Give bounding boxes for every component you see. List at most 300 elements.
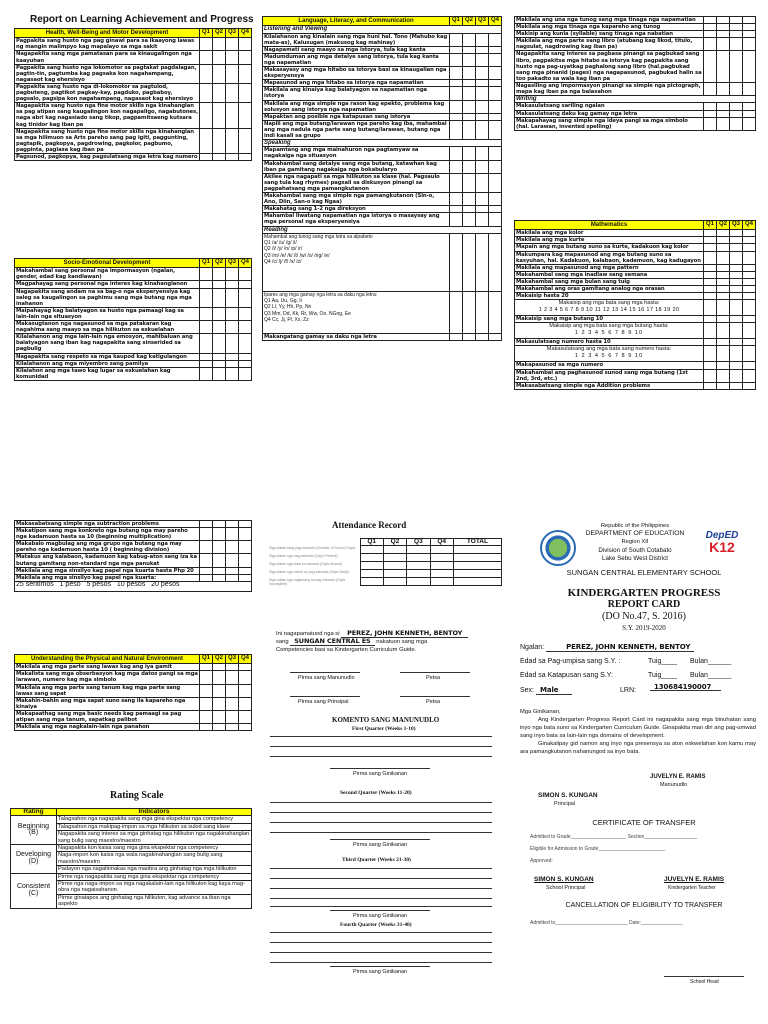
grade-cell	[226, 128, 239, 153]
grade-cell	[743, 369, 756, 382]
competency-row	[263, 147, 502, 160]
attendance-cell	[453, 562, 501, 570]
grade-cell	[704, 382, 717, 389]
rating-table: Rating Indicators Beginning (B) Talagsahon nga nagapakita sang mga gina ekspektar nga competency Talagsahon nga makipag-impon sa mga hilikuton sa sulod sang klase Nagapakita sang interes sa mga ginhatag nga hilikuton nga nagakinahanglan sang bulig sang maestro/maestro Developing (D) Nagapakita kon kaisa sang mga gina ekspektar nga competency Naga-impon kon kaisa nga wala nagakinahanglan sang bulig sang maestro/maestro Padayon nga nagahimakas nga maobra ang ginhatag nga mga hilikuton Consistent (C) Pirme nga nagapakita sang mga gina ekspektar nga competency Pirme nga naga-impon sa mga nagakalain-lain nga hilikuton kag kaya mag-obra nga nagaisahanon. Pirme ginatapos ang ginhatag nga hilikuton, kag advance sa iban nga aspekto	[10, 808, 252, 909]
grade-cell	[226, 51, 239, 64]
competency-text: Makisip ang kunla (syllable) sang tinaga nga nabatian	[515, 31, 704, 38]
grade-cell	[226, 38, 239, 51]
competency-row	[515, 117, 756, 130]
grade-cell	[226, 664, 239, 671]
competency-text: Nagapamati sang maayo sa mga istorya, tula kag kanta	[263, 46, 450, 53]
competency-text: Mapain ang mga butang suno sa kurte, kadakuon kag kolor	[515, 244, 704, 251]
attendance-cell	[383, 562, 406, 570]
grade-cell	[226, 334, 239, 353]
grade-cell	[226, 321, 239, 334]
letter-principal: SIMON S. KUNGAN	[538, 792, 598, 799]
attendance-row	[268, 554, 502, 562]
grade-cell	[704, 82, 717, 95]
grade-cell	[213, 541, 226, 554]
rating-indicator: Padayon nga nagahimakas nga maobra ang ginhatag nga mga hilikuton	[57, 866, 252, 873]
competency-text: Kilalahon ang mga tawo kag lugar sa eskuelahan kag komunidad	[15, 367, 200, 380]
competency-text: Mapamtang ang mga mainahuron nga pagtamyaw sa nagakaiga nga situasyon	[263, 147, 450, 160]
competency-text: Makilala ang mga nagkalain-lain nga panahon	[15, 724, 200, 731]
grade-cell	[239, 307, 252, 320]
grade-cell	[226, 541, 239, 554]
grade-cell	[730, 24, 743, 31]
grade-cell	[200, 671, 213, 684]
parent-letter: Mga Ginikanan, Ang Kindergarten Progress Report Card ini nagapakita sang mga binuhatan sang inyo nga bata suno sa Kindergarten Curriculum Guide. Ginapakita man diri ang pag-umwad sang inyo bata sa lain-lain nga domains of development. Ginakalipay gid namon ang inyo nga presensya sa aton eskwelahan kon kamu may ara pamangkutanon nahanungod sa inyo bata.	[520, 709, 756, 755]
grade-cell	[200, 51, 213, 64]
competency-text: Pagpakita sang husto nga di-lokomotor sa pagtulod, pagbuteng, pagtikot pagkay-kay, pagduko, pagbaboy, pagsalo, pagsipa kon nagahampang, nagasaot kag ehersisyo	[15, 83, 200, 102]
grade-cell	[489, 206, 502, 213]
grade-cell	[239, 321, 252, 334]
grade-cell	[489, 67, 502, 80]
competency-text: Madumduman ang mga detalye sang istorya, tula kag kanta nga napamatian	[263, 53, 450, 66]
grade-cell	[226, 307, 239, 320]
competency-text: Makahatag sang 1-2 nga direksyon	[263, 206, 450, 213]
grade-cell	[476, 213, 489, 226]
grade-cell	[704, 38, 717, 51]
grade-cell	[730, 382, 743, 389]
competency-text: Makilala ang mga sinsilyo kag papel nga kuarta hasta Php 20	[15, 567, 200, 574]
competency-row	[263, 113, 502, 120]
competency-text: Nagapakita sang interes sa pagbasa pinangi sa pagbukad sang libro, pagpakitsa mga hitabo sa istorya kag pagpakita sang husto nga pag-uyatkag paghalong sang libro (hal.pagbukad sang mga pinanid (pages) nga nagapasunod, pagbukad halin sa too pakadto sa wala kag iban pa	[516, 51, 702, 82]
grade-cell	[239, 334, 252, 353]
competency-text: Kilalahanon ang kinalain sang mga huni hal. Tono (Mahubo kag mata-as), Kalusugan (makusog kag mahinay)	[263, 33, 450, 46]
grade-cell	[704, 110, 717, 117]
grade-cell	[743, 110, 756, 117]
grade-cell	[743, 31, 756, 38]
grade-cell	[730, 244, 743, 251]
grade-cell	[239, 574, 252, 581]
competency-row	[15, 353, 252, 360]
grade-cell	[743, 38, 756, 51]
grade-cell	[239, 541, 252, 554]
competency-row	[15, 367, 252, 380]
grade-cell	[704, 362, 717, 369]
attendance-cell	[453, 578, 501, 586]
grade-cell	[239, 353, 252, 360]
report-title: Report on Learning Achievement and Progress	[30, 14, 254, 25]
math-cont-table	[14, 520, 252, 592]
rating-indicator: Talagsahon nga nagapakita sang mga gina ekspektar nga competency	[57, 816, 252, 823]
comments-q2: Second Quarter (Weeks 11-20)	[340, 790, 412, 796]
competency-text: Maipahayag kag balatyagon sa husto nga pamaagi kag sa lain-lain nga situasyon	[15, 307, 200, 320]
grade-cell	[730, 38, 743, 51]
grade-cell	[239, 528, 252, 541]
competency-row	[515, 110, 756, 117]
grade-cell	[717, 31, 730, 38]
letter-teacher: JUVELYN E. RAMIS	[650, 774, 706, 780]
sig-date: Petsa	[426, 675, 441, 681]
grade-cell	[226, 103, 239, 128]
attendance-row	[268, 546, 502, 554]
competency-row	[263, 100, 502, 113]
grade-cell	[463, 46, 476, 53]
grade-cell	[489, 173, 502, 192]
competency-row	[515, 244, 756, 251]
grade-cell	[450, 67, 463, 80]
competency-text: Makalista sang mga obserbasyon kag mga datos pangi sa mga larawan, numero kag mga simbolo	[16, 671, 198, 684]
grade-cell	[489, 46, 502, 53]
competency-row	[15, 710, 252, 723]
grade-cell	[489, 120, 502, 139]
grade-cell	[717, 271, 730, 278]
competency-row	[515, 24, 756, 31]
rating-title: Rating Scale	[110, 790, 164, 801]
competency-text: Makahambal ang oras gamitang analog nga orasan	[515, 286, 704, 293]
grade-cell	[200, 64, 213, 83]
grade-cell	[226, 567, 239, 574]
grade-cell	[463, 80, 476, 87]
competency-row	[263, 33, 502, 46]
speaking-rows	[263, 147, 502, 226]
grade-cell	[463, 33, 476, 46]
grade-cell	[450, 206, 463, 213]
rating-indicator: Pirme ginatapos ang ginhatag nga hilikuton, kag advance sa iban nga aspekto	[57, 894, 252, 908]
grade-cell	[226, 710, 239, 723]
competency-row	[515, 264, 756, 271]
grade-cell	[730, 362, 743, 369]
competency-text: Mapasunod ang mga hitabo sa istorya nga napamatian	[263, 80, 450, 87]
competency-text: Makatipon sang mga konkreto nga butang nga may pareho nga kadamuon hasta sa 10 (beginning multiplication)	[15, 528, 200, 541]
listening-rows	[263, 33, 502, 140]
competency-row	[15, 321, 252, 334]
grade-cell	[730, 82, 743, 95]
grade-cell	[213, 128, 226, 153]
competency-row	[263, 206, 502, 213]
grade-cell	[463, 120, 476, 139]
grade-cell	[743, 293, 756, 300]
competency-text: Makaisip hasta 20	[515, 293, 704, 300]
socio-header: Socio-Emotional Development	[15, 259, 200, 268]
sig-parent-1: Pirma sang Ginikanan	[353, 771, 408, 777]
math-tail-rows	[515, 362, 756, 389]
grade-cell	[450, 213, 463, 226]
comments-q4: Fourth Quarter (Weeks 31-40)	[340, 922, 412, 928]
grade-cell	[213, 684, 226, 697]
competency-row	[15, 554, 252, 567]
grade-cell	[239, 671, 252, 684]
competency-text: Pagpakita sang husto nga lokomotor sa pagtakat pagdalagan, pagtin-tin, pagtumba kag pagsaka kon nagahampang, nagasaot kag ehersisyo	[15, 64, 200, 83]
grade-cell	[463, 173, 476, 192]
grade-cell	[476, 33, 489, 46]
competency-row	[15, 541, 252, 554]
attendance-cell	[407, 546, 430, 554]
grade-cell	[239, 697, 252, 710]
attendance-row	[268, 578, 502, 586]
grade-cell	[743, 251, 756, 264]
grade-cell	[213, 554, 226, 567]
grade-cell	[704, 237, 717, 244]
student-sex: Male	[536, 686, 572, 695]
grade-cell	[226, 353, 239, 360]
grade-cell	[743, 271, 756, 278]
competency-text: Makasulatsang sariling ngalan	[515, 103, 704, 110]
grade-cell	[200, 128, 213, 153]
grade-cell	[213, 51, 226, 64]
competency-text: Nagapakita sang mga pamatasan para sa kinaugalingon nga kaayuhan	[15, 51, 200, 64]
letter-principal-role: Principal	[554, 801, 576, 807]
grade-cell	[704, 369, 717, 382]
competency-row	[15, 128, 252, 153]
grade-cell	[200, 353, 213, 360]
grade-cell	[730, 271, 743, 278]
grade-cell	[239, 64, 252, 83]
attendance-cell	[430, 578, 453, 586]
competency-text: Nagasiling ang impormasyon pinangi sa simple nga pictograph, mapa kag iban pa nga balasahon	[515, 82, 704, 95]
grade-cell	[200, 664, 213, 671]
grade-cell	[717, 237, 730, 244]
competency-text: Kilalahanon ang mga miyembro sang pamilya	[15, 360, 200, 367]
grade-cell	[743, 17, 756, 24]
grade-cell	[463, 87, 476, 100]
grade-cell	[476, 113, 489, 120]
transfer-teacher-role: Kindergarten Teacher	[668, 885, 716, 891]
grade-cell	[743, 244, 756, 251]
grade-cell	[489, 160, 502, 173]
sig-principal: Pirma sang Prinsipal	[298, 699, 349, 705]
grade-cell	[704, 271, 717, 278]
cert-school-name: SUNGAN CENTRAL ES	[290, 637, 374, 646]
grade-cell	[743, 382, 756, 389]
rating-indicator: Naga-impon kon kaisa nga wala nagakinahanglan sang bulig sang maestro/maestro	[57, 852, 252, 866]
transfer-title: CERTIFICATE OF TRANSFER	[592, 818, 696, 827]
grade-cell	[239, 567, 252, 574]
grade-cell	[200, 268, 213, 281]
grade-cell	[239, 103, 252, 128]
grade-cell	[213, 671, 226, 684]
grade-cell	[239, 360, 252, 367]
school-name: SUNGAN CENTRAL ELEMENTARY SCHOOL	[566, 568, 722, 577]
competency-row	[263, 213, 502, 226]
count-10-nums: Makaisip ang mga bata sang mga butang hasta: 1 2 3 4 5 6 7 8 9 10	[515, 323, 704, 339]
competency-row	[263, 120, 502, 139]
competency-text: Pagpakita sang husto nga pag ginawi para sa ikaayong lawas ng mangin malimpyo kag mapalayo sa mga sakit	[15, 38, 200, 51]
grade-cell	[239, 153, 252, 160]
grade-cell	[730, 230, 743, 237]
grade-cell	[489, 80, 502, 87]
grade-cell	[213, 710, 226, 723]
grade-cell	[213, 567, 226, 574]
competency-text: Makahambal sang mga bulan sang tuig	[515, 278, 704, 285]
grade-cell	[213, 353, 226, 360]
grade-cell	[476, 206, 489, 213]
grade-cell	[743, 24, 756, 31]
rating-level: Consistent (C)	[11, 873, 57, 908]
grade-cell	[213, 697, 226, 710]
competency-row	[15, 268, 252, 281]
grade-cell	[743, 51, 756, 82]
grade-cell	[200, 153, 213, 160]
competency-row	[515, 251, 756, 264]
competency-row	[263, 193, 502, 206]
attendance-cell	[430, 570, 453, 578]
rating-row	[11, 873, 252, 880]
speaking-title: Speaking	[263, 140, 502, 147]
grade-cell	[743, 103, 756, 110]
write-10: Makasulatsang numero hasta 10	[515, 339, 704, 346]
grade-cell	[226, 268, 239, 281]
grade-cell	[450, 147, 463, 160]
competency-row	[515, 369, 756, 382]
grade-cell	[717, 251, 730, 264]
grade-cell	[717, 110, 730, 117]
transfer-principal-role: School Principal	[546, 885, 586, 891]
sig-parent-4: Pirma sang Ginikanan	[353, 969, 408, 975]
competency-text: Makabalo magbulag ang mga grupo nga butang nga may pareho nga kadamuon hasta 10 ( beginning division)	[15, 541, 200, 554]
student-name: PEREZ, JOHN KENNETH, BENTOY	[546, 643, 694, 652]
competency-row	[15, 521, 252, 528]
competency-row	[515, 103, 756, 110]
grade-cell	[239, 268, 252, 281]
grade-cell	[704, 230, 717, 237]
grade-cell	[489, 113, 502, 120]
grade-cell	[463, 113, 476, 120]
competency-text: Nagapakita sang husto nga fine motor skills nga kinahanglan sa mga hilimuon sa Arts pareho sang pag igiti, paggunting, pagtapik, pagkopya, pagdrowing, pagkolor, pagbumo, pagpinta, paglasa kag iban pa	[15, 128, 200, 153]
grade-cell	[213, 528, 226, 541]
competency-row	[15, 103, 252, 128]
attendance-rows	[268, 546, 502, 586]
grade-cell	[704, 286, 717, 293]
grade-cell	[213, 103, 226, 128]
language-header: Language, Literacy, and Communication	[263, 17, 450, 26]
grade-cell	[200, 684, 213, 697]
competency-text: Magpahayag sang personal nga interes kag kinahanglanon	[15, 281, 200, 288]
grade-cell	[213, 724, 226, 731]
grade-cell	[450, 113, 463, 120]
attendance-cell	[453, 570, 501, 578]
competency-text: Kilalahanon ang mga lain-lain nga emosyon, mahibaluan ang balatyagon sang iban kag nagapakita sang sinserided sa pagbulig	[15, 334, 200, 353]
grade-cell	[200, 574, 213, 581]
grade-cell	[476, 80, 489, 87]
grade-cell	[717, 51, 730, 82]
grade-cell	[226, 521, 239, 528]
attendance-label: Mga adlaw nga wala ka eskwela (Days Absent)	[269, 561, 343, 566]
competency-row	[515, 382, 756, 389]
rating-indicator: Pirme nga nagapakita sang mga gina ekspektar nga competency	[57, 873, 252, 880]
grade-cell	[743, 117, 756, 130]
grade-cell	[717, 382, 730, 389]
attendance-cell	[430, 554, 453, 562]
grade-cell	[200, 367, 213, 380]
competency-text: Napili ang mga butang/larawan nga pareho kag iba, mahambal ang mga nadula nga parte sang butang/larawan, butang nga indi kasali sa grupo	[263, 120, 450, 139]
grade-cell	[463, 160, 476, 173]
grade-cell	[717, 230, 730, 237]
writing-rows	[515, 103, 756, 130]
math-table: Mathematics Q1 Q2 Q3 Q4 Makilala ang mga kolor Makilala ang mga kurte Mapain ang mga butang suno sa kurte, kadakuon kag kolor Makumpara kag mapasunod ang mga butang suno sa kasyuhan, hal. Kadakuon, kalabaon, kadamuon, kag kadugayon Makilala ang mapasunod ang mga pattern Makahambal sang mga inadlaw sang semana Makahambal sang mga bulan sang tuig Makahambal ang oras gamitang analog nga orasan Makaisip hasta 20 Makaisip ang mga bata sang mga hasta: 1 2 3 4 5 6 7 8 9 10 11 12 13 14 15 16 17 18 19 20 Makaisip sang mga butang 10 Makaisip ang mga bata sang mga butang hasta: 1 2 3 4 5 6 7 8 9 10 Makasulatsang numero hasta 10 Makasulatsang ang mga bata sang numero hasta: 1 2 3 4 5 6 7 8 9 10 Makapasunod sa mga numero Makahambal ang paghasunod sunod sang mga butang (1st 2nd, 3rd, etc.) Makasabatsang simple nga Addition problems	[514, 220, 756, 390]
grade-cell	[226, 574, 239, 581]
reading-letters: Ipares ang mga gamay nga letra sa daku nga letra: Q1 Aa, Uu, Gg, Ii Q2 Ll, Yy, Hh, Pp, Nn Q3 Mm, Dd, Kk, Rr, Ww, Oo, NGng, Ee Q4 Cc, Jj, Ff, Xx, Zz	[263, 291, 450, 333]
physical-table: Understanding the Physical and Natural Environment Q1 Q2 Q3 Q4 Makilala ang mga parte sang lawas kag ang iya gamit Makalista sang mga obserbasyon kag mga datos pangi sa mga larawan, numero kag mga simbolo Makilala ang mga parte sang tanum kag mga parte sang lawas sang sapat Makahin-bahin ang mga sapat suno sang ila kapareho nga kinaiya Makapaathag sang mga basic needs kag pamaagi sa pag atipan sang mga tanum, sapatkag palibot Makilala ang mga nagkalain-lain nga panahon	[14, 654, 252, 731]
count-10: Makaisip sang mga butang 10	[515, 316, 704, 323]
attendance-cell	[360, 562, 383, 570]
competency-row	[15, 697, 252, 710]
grade-cell	[730, 51, 743, 82]
competency-row	[263, 160, 502, 173]
grade-cell	[717, 244, 730, 251]
grade-cell	[213, 153, 226, 160]
health-rows	[15, 38, 252, 161]
cancel-head: School Head	[690, 979, 719, 985]
grade-cell	[476, 193, 489, 206]
competency-row	[515, 82, 756, 95]
reading-title: Reading	[263, 226, 502, 233]
competency-text: Mapaktan ang posible nga katapusan sang istorya	[263, 113, 450, 120]
transfer-admitted: Admitted to Grade____________________ Section___________________	[530, 834, 698, 840]
competency-text: Nagapakita sang husto nga fine motor skills nga kinahanglan sa pag atipan sang kaugalingon kon nagapaligo, nagabutones, naga abri kag nagasiado sang tikop, pagpamitsaeng kutsara kag tinidor kag iban pa	[16, 103, 198, 128]
grade-cell	[463, 100, 476, 113]
grade-cell	[717, 362, 730, 369]
grade-cell	[730, 264, 743, 271]
attendance-cell	[407, 570, 430, 578]
grade-cell	[239, 710, 252, 723]
school-header: Republic of the Philippines DEPARTMENT OF EDUCATION Region XII Division of South Cotabato Lake Sebu West District	[585, 523, 685, 562]
grade-cell	[489, 213, 502, 226]
grade-cell	[450, 100, 463, 113]
physical-rows	[15, 664, 252, 731]
grade-cell	[450, 120, 463, 139]
competency-text: Makilala ang mapasunod ang mga pattern	[515, 264, 704, 271]
competency-row	[263, 53, 502, 66]
grade-cell	[730, 103, 743, 110]
sig-teacher: Pirma sang Manunudlo	[298, 675, 355, 681]
competency-row	[515, 38, 756, 51]
competency-row	[263, 87, 502, 100]
attendance-row	[268, 570, 502, 578]
grade-cell	[476, 100, 489, 113]
grade-cell	[717, 17, 730, 24]
grade-cell	[476, 53, 489, 66]
grade-cell	[717, 278, 730, 285]
grade-cell	[476, 67, 489, 80]
competency-text: Mahambal liwatang napamatian nga istorya o masaysay ang mga personal nga eksperyensiya	[263, 213, 450, 226]
competency-row	[515, 237, 756, 244]
math-rows	[515, 230, 756, 300]
competency-row	[15, 83, 252, 102]
grade-cell	[200, 521, 213, 528]
grade-cell	[489, 100, 502, 113]
grade-cell	[239, 83, 252, 102]
deped-logo: DepED K12	[705, 530, 739, 555]
attendance-cell	[383, 554, 406, 562]
grade-cell	[730, 237, 743, 244]
grade-cell	[743, 264, 756, 271]
grade-cell	[476, 87, 489, 100]
money-row: 25 sentimos 1 peso 5 pesos 10 pesos 20 pesos	[15, 581, 252, 591]
grade-cell	[717, 369, 730, 382]
attendance-cell	[360, 578, 383, 586]
competency-row	[515, 271, 756, 278]
reading-cont-rows	[515, 17, 756, 96]
health-header: Health, Well-Being and Motor Development	[15, 29, 200, 38]
attendance-label: Mga adlaw nga nagkulang sa pag-eskwela (Days Incomplete)	[269, 577, 346, 586]
cancel-title: CANCELLATION OF ELIGIBILITY TO TRANSFER	[565, 902, 723, 909]
transfer-approved: Approved:	[530, 858, 553, 864]
reading-last: Makangatang gamay sa daku nga letra	[263, 333, 450, 340]
grade-cell	[717, 264, 730, 271]
grade-cell	[239, 724, 252, 731]
grade-cell	[450, 160, 463, 173]
grade-cell	[200, 567, 213, 574]
grade-cell	[717, 286, 730, 293]
grade-cell	[200, 103, 213, 128]
grade-cell	[226, 724, 239, 731]
grade-cell	[704, 117, 717, 130]
attendance-cell	[383, 578, 406, 586]
grade-cell	[226, 367, 239, 380]
grade-cell	[200, 281, 213, 288]
